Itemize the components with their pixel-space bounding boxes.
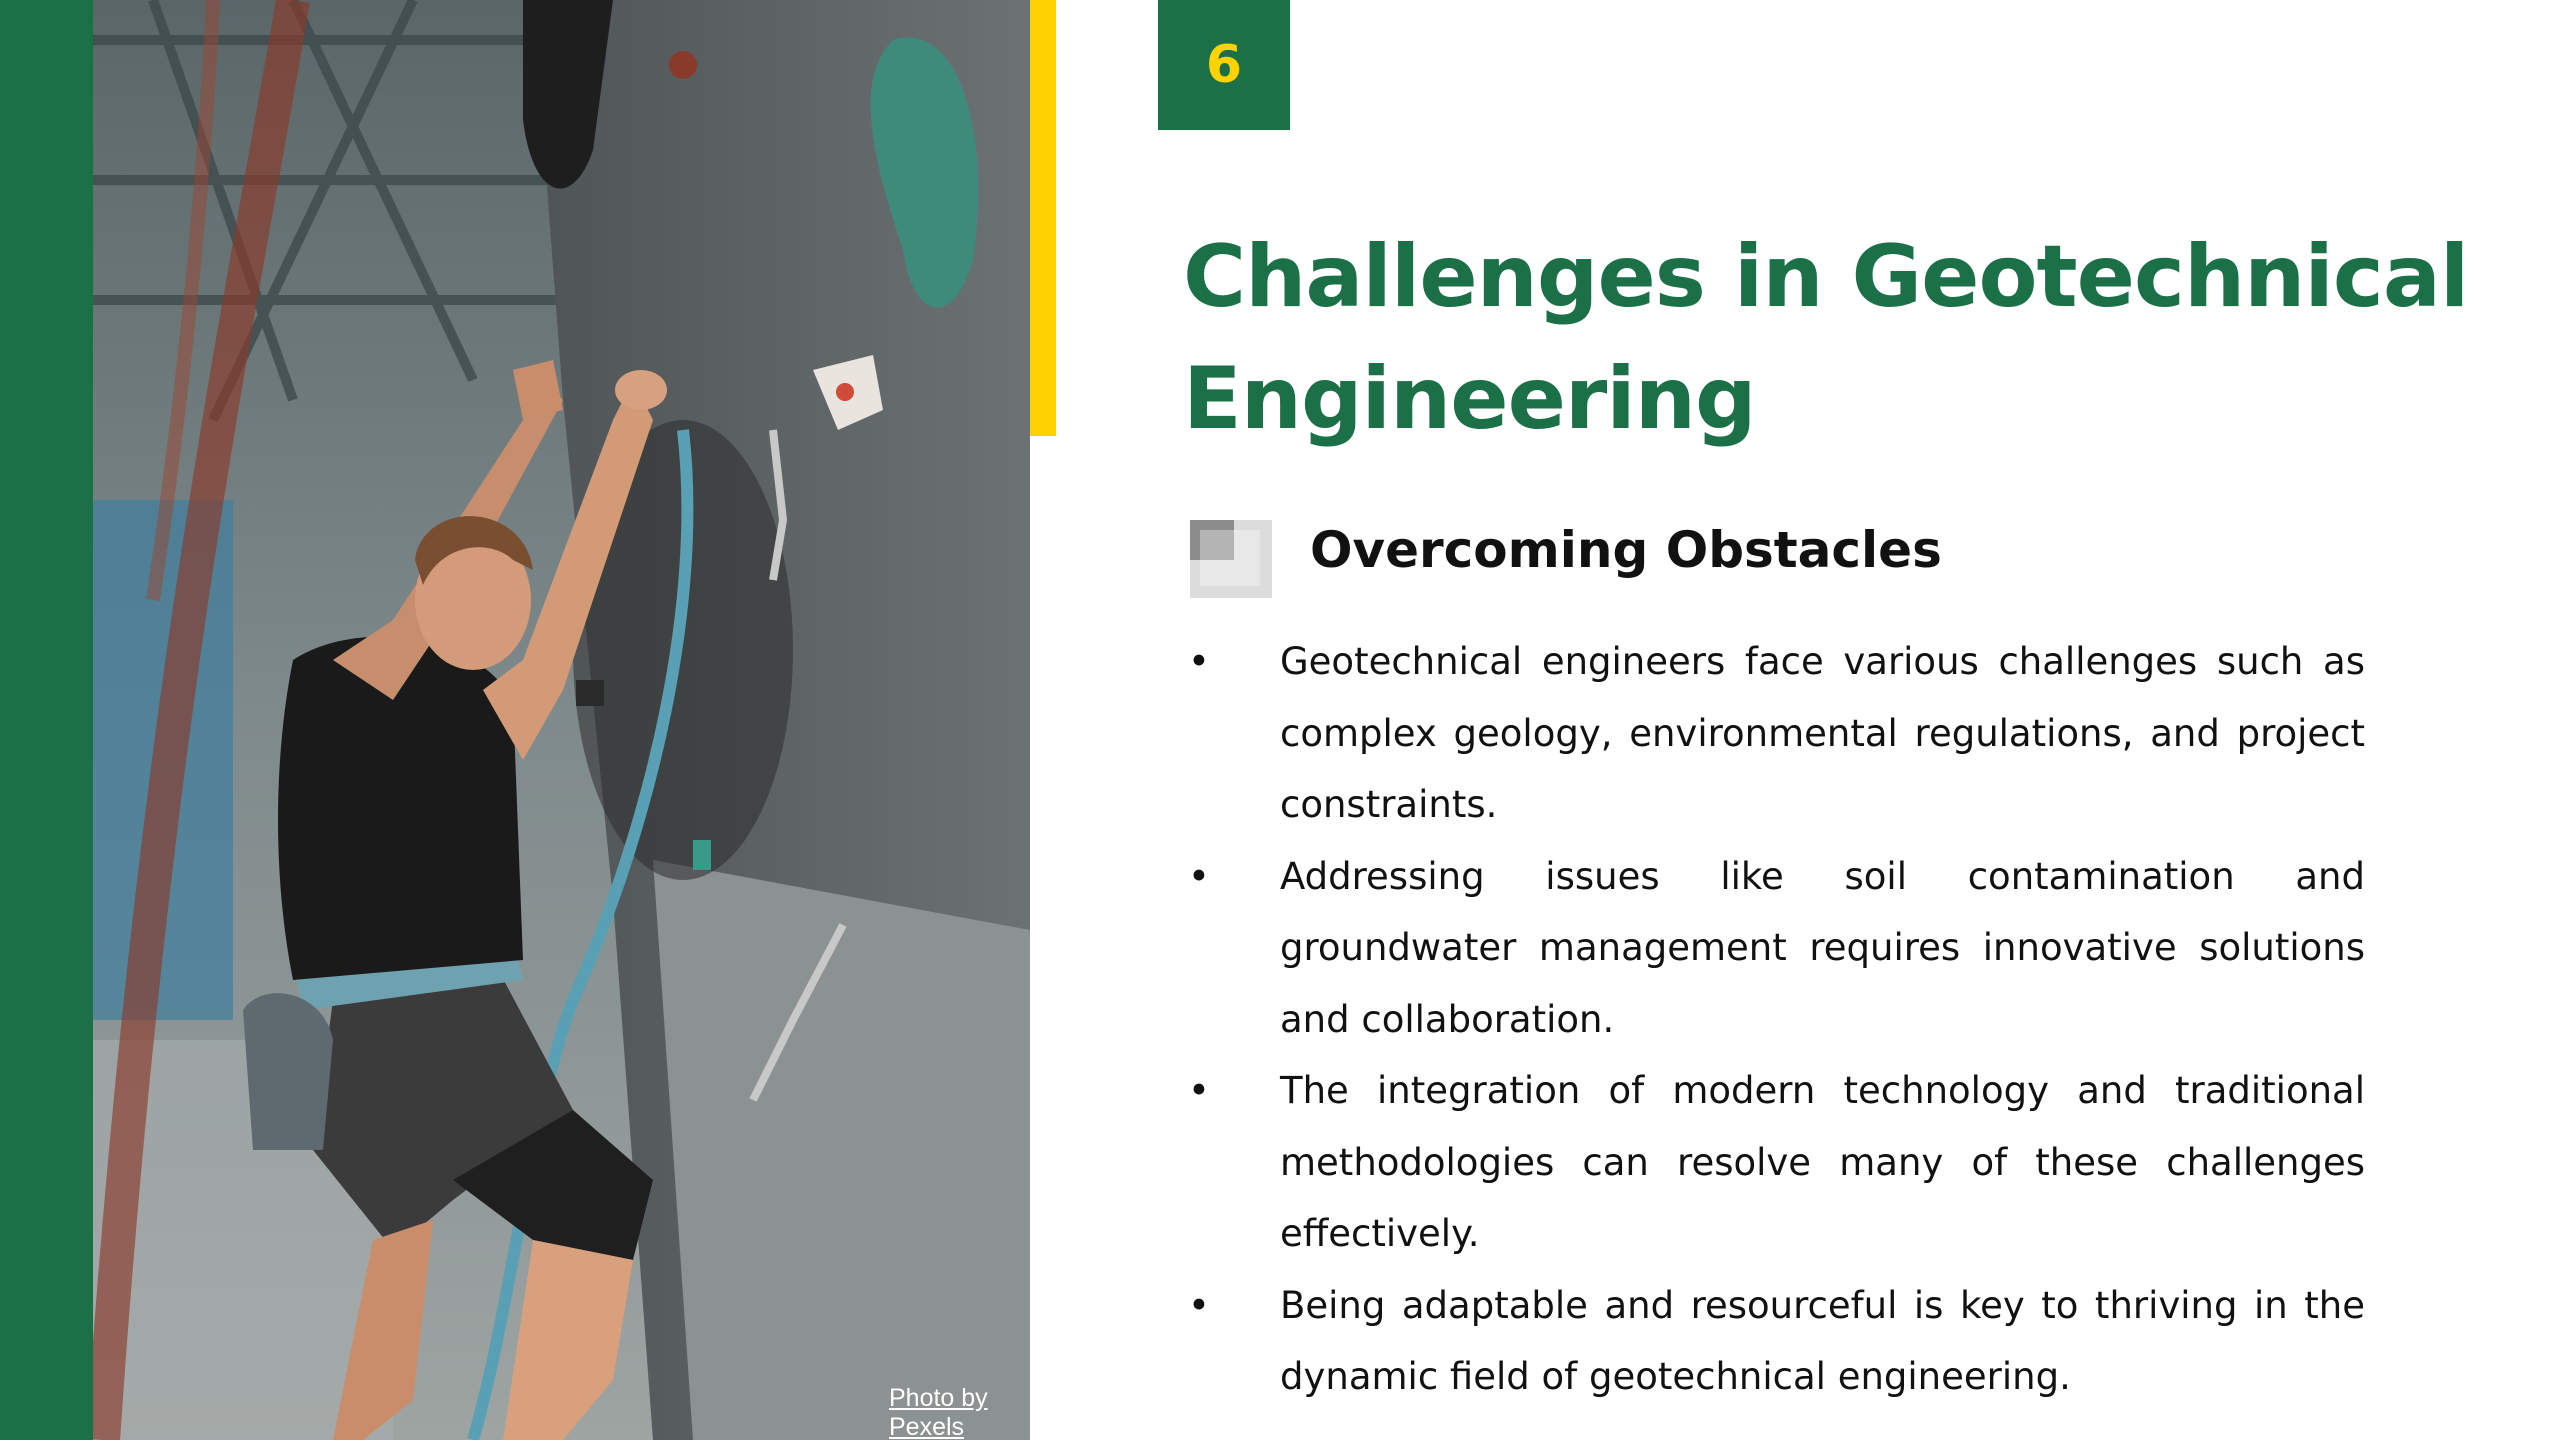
slide-title: Challenges in Geotechnical Engineering (1183, 227, 2469, 449)
section-subheading: Overcoming Obstacles (1310, 521, 1942, 579)
bullet-item (1180, 1055, 2365, 1270)
climber-illustration (93, 0, 1030, 1440)
bullet-text: Being adaptable and resourceful is key to thriving in the dynamic field of geotechnical engineering. (1280, 1283, 2365, 1398)
yellow-accent-bar (1030, 0, 1056, 436)
bullet-text: Geotechnical engineers face various challenges such as complex geology, environmental regulations, and project constraints. (1280, 640, 2365, 826)
bullet-list (1180, 626, 2365, 1413)
bullet-item (1180, 841, 2365, 1056)
left-green-band (0, 0, 93, 1440)
bullet-item (1180, 1270, 2365, 1413)
bullet-dot: • (1188, 1283, 1210, 1327)
page-number-badge: 6 (1158, 0, 1290, 130)
bullet-text: Addressing issues like soil contamination and groundwater management requires innovative solutions and collaboration. (1280, 854, 2365, 1041)
bullet-dot: • (1188, 640, 1210, 683)
bullet-dot: • (1188, 1069, 1210, 1112)
photo-credit-link[interactable]: Photo by Pexels (889, 1384, 988, 1440)
bullet-dot: • (1188, 854, 1210, 898)
bullet-item (1180, 626, 2365, 841)
climber-photo (93, 0, 1030, 1440)
bullet-text: The integration of modern technology and traditional methodologies can resolve many of these challenges effectively. (1280, 1069, 2365, 1255)
placeholder-image-icon (1190, 520, 1272, 598)
